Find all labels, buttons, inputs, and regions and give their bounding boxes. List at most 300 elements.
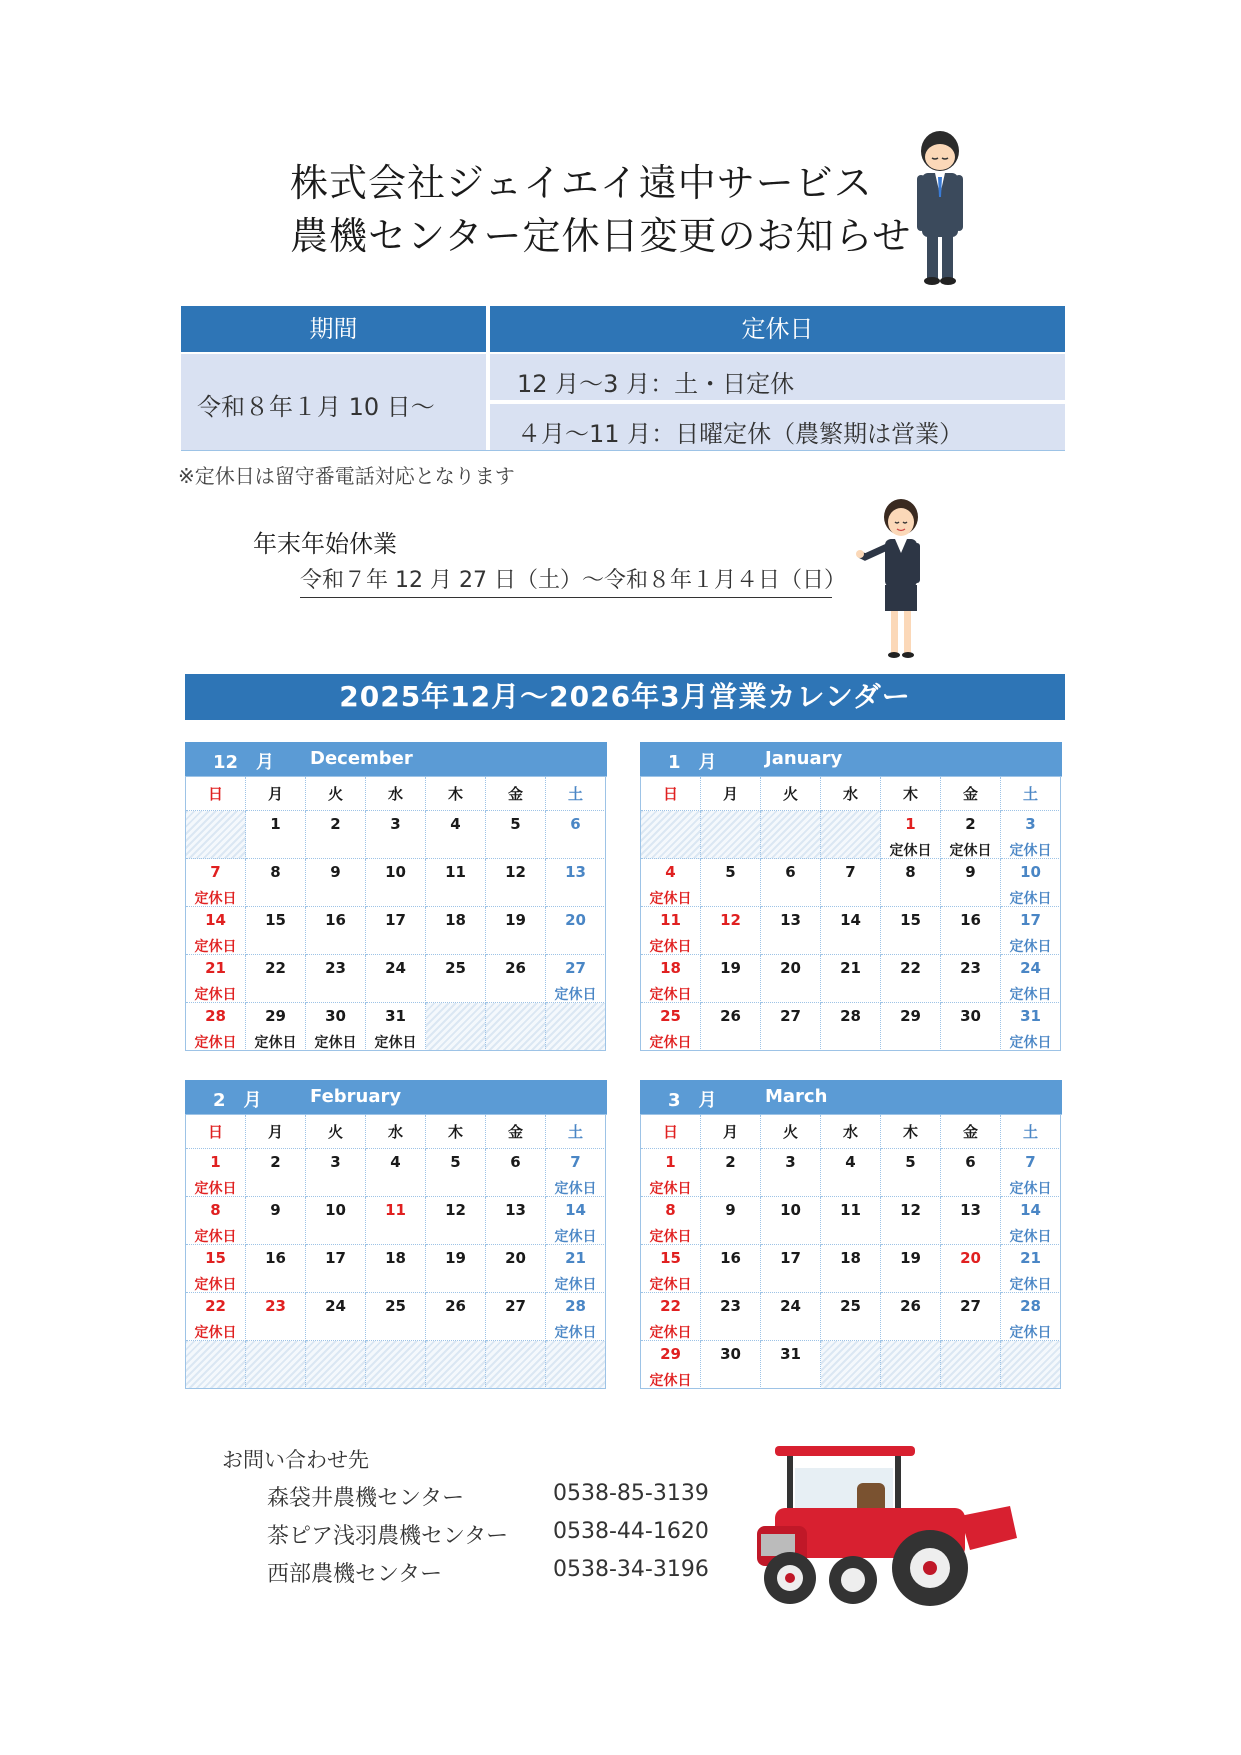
empty-day-cell: [546, 1341, 606, 1389]
weekday-header: 水: [366, 777, 426, 811]
day-cell: [186, 1245, 246, 1293]
day-cell: [246, 1293, 306, 1341]
day-cell: [881, 1149, 941, 1197]
day-cell: [1001, 1293, 1061, 1341]
contact-phone-3: 0538-34-3196: [553, 1557, 709, 1582]
bowing-businessman-illustration: [905, 125, 975, 287]
day-number: 1: [905, 815, 916, 833]
day-cell: [881, 811, 941, 859]
day-cell: [761, 1341, 821, 1389]
empty-day-cell: [366, 1341, 426, 1389]
day-number: 10: [780, 1201, 801, 1219]
closed-day-label: 定休日: [554, 1181, 597, 1197]
closed-day-label: 定休日: [889, 843, 932, 859]
day-number: 14: [840, 911, 861, 929]
day-number: 11: [840, 1201, 861, 1219]
closed-day-label: 定休日: [649, 1325, 692, 1341]
closed-day-label: 定休日: [1009, 891, 1052, 907]
day-number: 19: [445, 1249, 466, 1267]
day-cell: [761, 1149, 821, 1197]
closed-day-label: 定休日: [554, 1229, 597, 1245]
weekday-header: 金: [486, 777, 546, 811]
day-cell: [306, 1245, 366, 1293]
day-number: 29: [900, 1007, 921, 1025]
day-cell: [486, 859, 546, 907]
day-number: 31: [385, 1007, 406, 1025]
day-number: 22: [205, 1297, 226, 1315]
day-number: 31: [780, 1345, 801, 1363]
day-number: 12: [445, 1201, 466, 1219]
presenting-woman-illustration: [855, 495, 935, 663]
day-number: 4: [390, 1153, 401, 1171]
day-number: 19: [720, 959, 741, 977]
day-number: 3: [330, 1153, 341, 1171]
closed-day-label: 定休日: [194, 1277, 237, 1293]
day-cell: [426, 1197, 486, 1245]
day-cell: [941, 907, 1001, 955]
closed-day-label: 定休日: [194, 939, 237, 955]
day-cell: [246, 907, 306, 955]
period-cell: [181, 354, 486, 450]
day-cell: [641, 1293, 701, 1341]
day-cell: [821, 1197, 881, 1245]
day-cell: [641, 1149, 701, 1197]
weekday-header: 日: [186, 777, 246, 811]
day-number: 13: [565, 863, 586, 881]
weekday-header: 火: [306, 777, 366, 811]
day-number: 29: [660, 1345, 681, 1363]
day-cell: [701, 1293, 761, 1341]
day-cell: [761, 1003, 821, 1051]
month-number-label: 1 月: [668, 752, 717, 773]
empty-day-cell: [186, 1341, 246, 1389]
closed-day-label: 定休日: [314, 1035, 357, 1051]
calendar-february: [185, 1080, 607, 1389]
day-number: 1: [210, 1153, 221, 1171]
day-number: 27: [505, 1297, 526, 1315]
day-number: 4: [450, 815, 461, 833]
day-cell: [761, 1245, 821, 1293]
day-cell: [881, 1197, 941, 1245]
day-cell: [246, 1149, 306, 1197]
empty-day-cell: [701, 811, 761, 859]
day-cell: [1001, 859, 1061, 907]
day-cell: [701, 907, 761, 955]
day-cell: [246, 1003, 306, 1051]
month-english-label: January: [765, 748, 843, 769]
calendar-december: [185, 742, 607, 1051]
day-number: 11: [660, 911, 681, 929]
weekday-header: 木: [881, 777, 941, 811]
day-cell: [821, 1003, 881, 1051]
day-number: 8: [905, 863, 916, 881]
day-cell: [186, 1149, 246, 1197]
closed-day-label: 定休日: [1009, 1181, 1052, 1197]
day-number: 6: [965, 1153, 976, 1171]
month-number-label: 3 月: [668, 1090, 717, 1111]
month-english-label: March: [765, 1086, 828, 1107]
day-cell: [821, 1149, 881, 1197]
weekday-header: 日: [186, 1115, 246, 1149]
closed-day-label: 定休日: [554, 1325, 597, 1341]
day-number: 26: [445, 1297, 466, 1315]
day-cell: [306, 955, 366, 1003]
closed-day-label: 定休日: [649, 1229, 692, 1245]
month-number-label: 12 月: [213, 752, 275, 773]
table-header-holiday: 定休日: [490, 306, 1065, 352]
day-cell: [546, 955, 606, 1003]
day-number: 4: [845, 1153, 856, 1171]
day-cell: [701, 955, 761, 1003]
rule-cell-1: [490, 354, 1065, 400]
day-cell: [426, 1293, 486, 1341]
day-cell: [881, 859, 941, 907]
calendar-january: [640, 742, 1062, 1051]
day-cell: [941, 1197, 1001, 1245]
day-cell: [821, 955, 881, 1003]
day-cell: [366, 1149, 426, 1197]
day-cell: [306, 907, 366, 955]
day-cell: [881, 907, 941, 955]
day-number: 7: [570, 1153, 581, 1171]
weekday-header: 木: [426, 1115, 486, 1149]
day-number: 22: [265, 959, 286, 977]
day-number: 20: [505, 1249, 526, 1267]
empty-day-cell: [306, 1341, 366, 1389]
day-number: 27: [565, 959, 586, 977]
closed-day-label: 定休日: [649, 939, 692, 955]
day-number: 23: [265, 1297, 286, 1315]
title-line-1: 株式会社ジェイエイ遠中サービス: [290, 161, 873, 205]
weekday-header: 火: [761, 1115, 821, 1149]
day-cell: [546, 907, 606, 955]
closed-day-label: 定休日: [1009, 987, 1052, 1003]
year-end-dates: 令和７年 12 月 27 日（土）～令和８年１月４日（日）: [300, 563, 832, 598]
title-line-2: 農機センター定休日変更のお知らせ: [290, 214, 912, 258]
day-number: 11: [445, 863, 466, 881]
closed-day-label: 定休日: [1009, 1229, 1052, 1245]
day-cell: [941, 1003, 1001, 1051]
day-cell: [306, 1003, 366, 1051]
day-number: 12: [505, 863, 526, 881]
day-number: 3: [785, 1153, 796, 1171]
day-cell: [306, 1197, 366, 1245]
rule-cell-2: [490, 404, 1065, 450]
day-number: 26: [720, 1007, 741, 1025]
day-cell: [306, 1149, 366, 1197]
day-number: 8: [210, 1201, 221, 1219]
day-cell: [761, 907, 821, 955]
table-header-period: 期間: [181, 306, 486, 352]
closed-day-label: 定休日: [949, 843, 992, 859]
empty-day-cell: [821, 1341, 881, 1389]
closed-day-label: 定休日: [649, 1373, 692, 1389]
day-cell: [641, 1245, 701, 1293]
day-cell: [186, 1293, 246, 1341]
day-cell: [366, 811, 426, 859]
day-number: 16: [325, 911, 346, 929]
day-number: 24: [385, 959, 406, 977]
day-cell: [486, 907, 546, 955]
day-cell: [761, 1293, 821, 1341]
day-number: 2: [965, 815, 976, 833]
day-cell: [701, 1149, 761, 1197]
year-end-heading: 年末年始休業: [253, 530, 397, 558]
calendar-march: [640, 1080, 1062, 1389]
day-cell: [246, 1197, 306, 1245]
day-number: 23: [960, 959, 981, 977]
day-cell: [821, 1245, 881, 1293]
day-cell: [186, 955, 246, 1003]
day-cell: [426, 955, 486, 1003]
contact-name-3: 西部農機センター: [267, 1562, 443, 1587]
closed-day-label: 定休日: [649, 1035, 692, 1051]
day-number: 25: [660, 1007, 681, 1025]
weekday-header: 土: [1001, 1115, 1061, 1149]
day-cell: [486, 1197, 546, 1245]
day-number: 26: [900, 1297, 921, 1315]
day-cell: [941, 955, 1001, 1003]
day-cell: [641, 1197, 701, 1245]
calendar-month-header: [640, 742, 1062, 776]
day-number: 9: [965, 863, 976, 881]
day-cell: [1001, 811, 1061, 859]
day-number: 10: [385, 863, 406, 881]
day-cell: [186, 1197, 246, 1245]
closed-day-label: 定休日: [554, 987, 597, 1003]
day-number: 16: [265, 1249, 286, 1267]
day-cell: [366, 1197, 426, 1245]
weekday-header: 土: [546, 1115, 606, 1149]
day-number: 6: [570, 815, 581, 833]
day-cell: [701, 859, 761, 907]
day-cell: [426, 1245, 486, 1293]
day-number: 14: [1020, 1201, 1041, 1219]
day-cell: [941, 811, 1001, 859]
contact-phone-2: 0538-44-1620: [553, 1519, 709, 1544]
day-number: 25: [840, 1297, 861, 1315]
day-cell: [486, 1149, 546, 1197]
empty-day-cell: [486, 1003, 546, 1051]
closed-day-label: 定休日: [649, 1181, 692, 1197]
day-cell: [761, 955, 821, 1003]
day-number: 28: [1020, 1297, 1041, 1315]
day-cell: [881, 1003, 941, 1051]
closed-day-label: 定休日: [1009, 939, 1052, 955]
day-cell: [186, 1003, 246, 1051]
day-cell: [546, 1197, 606, 1245]
day-number: 27: [960, 1297, 981, 1315]
day-number: 5: [725, 863, 736, 881]
day-number: 16: [960, 911, 981, 929]
weekday-header: 土: [546, 777, 606, 811]
day-number: 14: [565, 1201, 586, 1219]
day-cell: [701, 1245, 761, 1293]
empty-day-cell: [486, 1341, 546, 1389]
month-number-label: 2 月: [213, 1090, 262, 1111]
answering-machine-note: ※定休日は留守番電話対応となります: [178, 464, 515, 488]
empty-day-cell: [641, 811, 701, 859]
day-cell: [761, 1197, 821, 1245]
day-number: 11: [385, 1201, 406, 1219]
day-number: 24: [325, 1297, 346, 1315]
day-number: 28: [205, 1007, 226, 1025]
day-cell: [366, 1245, 426, 1293]
weekday-header: 月: [246, 1115, 306, 1149]
weekday-header: 金: [486, 1115, 546, 1149]
day-cell: [881, 955, 941, 1003]
day-cell: [486, 1245, 546, 1293]
day-cell: [1001, 955, 1061, 1003]
day-cell: [1001, 907, 1061, 955]
day-number: 4: [665, 863, 676, 881]
day-cell: [701, 1197, 761, 1245]
empty-day-cell: [426, 1003, 486, 1051]
day-cell: [426, 907, 486, 955]
calendar-month-header: [185, 1080, 607, 1114]
day-number: 12: [900, 1201, 921, 1219]
day-cell: [546, 1149, 606, 1197]
closed-day-label: 定休日: [194, 987, 237, 1003]
day-cell: [546, 1245, 606, 1293]
day-number: 27: [780, 1007, 801, 1025]
day-cell: [821, 1293, 881, 1341]
day-cell: [246, 859, 306, 907]
day-cell: [426, 811, 486, 859]
day-number: 31: [1020, 1007, 1041, 1025]
day-number: 15: [660, 1249, 681, 1267]
day-cell: [546, 811, 606, 859]
day-number: 20: [780, 959, 801, 977]
empty-day-cell: [186, 811, 246, 859]
day-cell: [426, 859, 486, 907]
empty-day-cell: [881, 1341, 941, 1389]
weekday-header: 木: [881, 1115, 941, 1149]
closed-day-label: 定休日: [649, 1277, 692, 1293]
day-cell: [486, 955, 546, 1003]
day-number: 20: [960, 1249, 981, 1267]
day-number: 21: [205, 959, 226, 977]
day-cell: [366, 1293, 426, 1341]
contact-phone-1: 0538-85-3139: [553, 1481, 709, 1506]
closed-day-label: 定休日: [194, 1181, 237, 1197]
weekday-header: 日: [641, 777, 701, 811]
day-cell: [366, 859, 426, 907]
day-number: 13: [505, 1201, 526, 1219]
weekday-header: 木: [426, 777, 486, 811]
day-number: 7: [845, 863, 856, 881]
empty-day-cell: [1001, 1341, 1061, 1389]
day-number: 30: [325, 1007, 346, 1025]
day-number: 2: [330, 815, 341, 833]
day-cell: [641, 907, 701, 955]
day-number: 23: [720, 1297, 741, 1315]
day-number: 6: [785, 863, 796, 881]
closed-day-label: 定休日: [1009, 1325, 1052, 1341]
day-cell: [426, 1149, 486, 1197]
day-number: 30: [960, 1007, 981, 1025]
day-number: 6: [510, 1153, 521, 1171]
weekday-header: 月: [701, 777, 761, 811]
day-cell: [1001, 1003, 1061, 1051]
weekday-header: 水: [821, 1115, 881, 1149]
closed-day-label: 定休日: [374, 1035, 417, 1051]
day-number: 5: [450, 1153, 461, 1171]
empty-day-cell: [821, 811, 881, 859]
rule-winter: 12 月～3 月：土・日定休: [517, 370, 795, 398]
closed-day-label: 定休日: [1009, 843, 1052, 859]
day-cell: [486, 1293, 546, 1341]
day-number: 25: [445, 959, 466, 977]
day-number: 19: [900, 1249, 921, 1267]
weekday-header: 水: [366, 1115, 426, 1149]
day-number: 14: [205, 911, 226, 929]
day-cell: [186, 859, 246, 907]
day-cell: [941, 1245, 1001, 1293]
day-cell: [186, 907, 246, 955]
calendar-month-header: [185, 742, 607, 776]
contact-heading: お問い合わせ先: [222, 1448, 369, 1472]
weekday-header: 月: [701, 1115, 761, 1149]
day-cell: [1001, 1245, 1061, 1293]
rule-summer: ４月～11 月：日曜定休（農繁期は営業）: [517, 420, 964, 448]
day-number: 9: [270, 1201, 281, 1219]
weekday-header: 金: [941, 777, 1001, 811]
weekday-header: 火: [306, 1115, 366, 1149]
day-number: 21: [840, 959, 861, 977]
day-number: 15: [205, 1249, 226, 1267]
day-number: 12: [720, 911, 741, 929]
day-number: 18: [385, 1249, 406, 1267]
day-cell: [941, 1149, 1001, 1197]
day-cell: [881, 1293, 941, 1341]
day-number: 2: [270, 1153, 281, 1171]
day-number: 18: [840, 1249, 861, 1267]
day-cell: [246, 1245, 306, 1293]
day-number: 24: [780, 1297, 801, 1315]
weekday-header: 水: [821, 777, 881, 811]
day-number: 9: [725, 1201, 736, 1219]
day-cell: [761, 859, 821, 907]
weekday-header: 火: [761, 777, 821, 811]
day-number: 7: [210, 863, 221, 881]
day-cell: [546, 1293, 606, 1341]
day-number: 22: [900, 959, 921, 977]
day-number: 24: [1020, 959, 1041, 977]
day-number: 17: [1020, 911, 1041, 929]
day-cell: [821, 859, 881, 907]
contact-name-1: 森袋井農機センター: [267, 1486, 465, 1511]
day-cell: [306, 811, 366, 859]
day-number: 17: [780, 1249, 801, 1267]
day-cell: [486, 811, 546, 859]
day-cell: [306, 859, 366, 907]
day-number: 10: [1020, 863, 1041, 881]
day-number: 23: [325, 959, 346, 977]
day-cell: [1001, 1149, 1061, 1197]
day-cell: [366, 907, 426, 955]
day-number: 16: [720, 1249, 741, 1267]
empty-day-cell: [426, 1341, 486, 1389]
day-number: 5: [905, 1153, 916, 1171]
weekday-header: 金: [941, 1115, 1001, 1149]
day-cell: [546, 859, 606, 907]
day-number: 21: [565, 1249, 586, 1267]
day-number: 3: [1025, 815, 1036, 833]
empty-day-cell: [941, 1341, 1001, 1389]
closed-day-label: 定休日: [554, 1277, 597, 1293]
empty-day-cell: [546, 1003, 606, 1051]
